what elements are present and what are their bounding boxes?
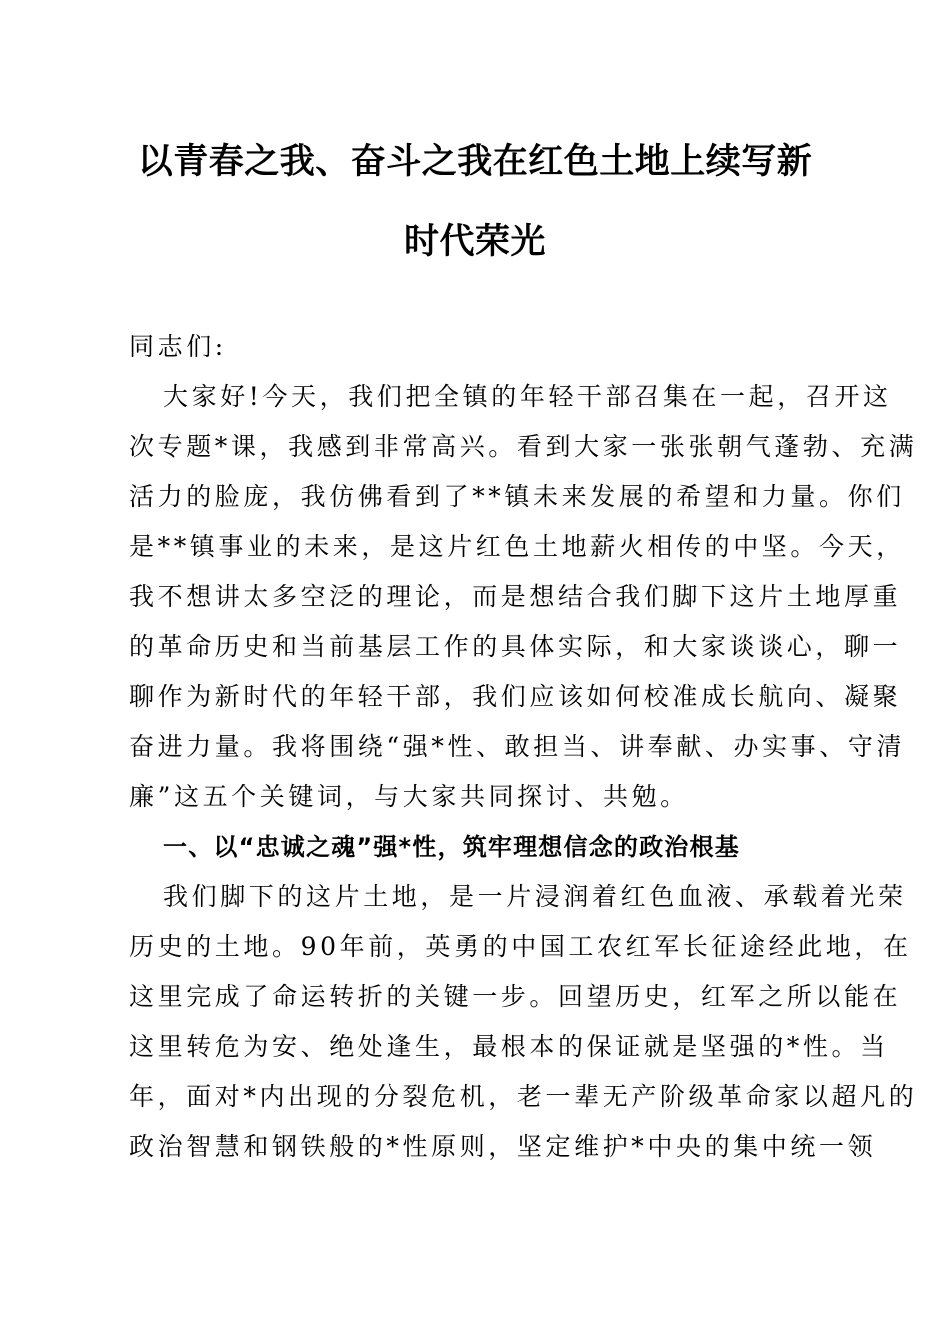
paragraph-line: 我们脚下的这片土地，是一片浸润着红色血液、承载着光荣 [163, 882, 907, 911]
paragraph-line: 大家好!今天，我们把全镇的年轻干部召集在一起，召开这 [163, 382, 892, 411]
section-heading: 一、以“忠诚之魂”强*性，筑牢理想信念的政治根基 [163, 833, 740, 861]
paragraph-line: 廉”这五个关键词，与大家共同探讨、共勉。 [129, 782, 689, 811]
paragraph-line: 活力的脸庞，我仿佛看到了**镇未来发展的希望和力量。你们 [129, 482, 905, 511]
salutation: 同志们: [129, 332, 227, 361]
paragraph-line: 次专题*课，我感到非常高兴。看到大家一张张朝气蓬勃、充满 [129, 432, 918, 461]
document-title-line-1: 以青春之我、奋斗之我在红色土地上续写新 [137, 141, 813, 182]
paragraph-line: 的革命历史和当前基层工作的具体实际，和大家谈谈心，聊一 [129, 632, 902, 661]
paragraph-line: 政治智慧和钢铁般的*性原则，坚定维护*中央的集中统一领 [129, 1132, 877, 1161]
paragraph-line: 年，面对*内出现的分裂危机，老一辈无产阶级革命家以超凡的 [129, 1082, 918, 1111]
paragraph-line: 历史的土地。90年前，英勇的中国工农红军长征途经此地，在 [129, 932, 912, 961]
paragraph-line: 这里转危为安、绝处逢生，最根本的保证就是坚强的*性。当 [129, 1032, 889, 1061]
paragraph-line: 我不想讲太多空泛的理论，而是想结合我们脚下这片土地厚重 [129, 582, 902, 611]
paragraph-line: 奋进力量。我将围绕“强*性、敢担当、讲奉献、办实事、守清 [129, 732, 906, 761]
document-title-line-2: 时代荣光 [403, 221, 546, 262]
paragraph-line: 这里完成了命运转折的关键一步。回望历史，红军之所以能在 [129, 982, 902, 1011]
paragraph-line: 聊作为新时代的年轻干部，我们应该如何校准成长航向、凝聚 [129, 682, 902, 711]
paragraph-line: 是**镇事业的未来，是这片红色土地薪火相传的中坚。今天， [129, 532, 905, 561]
